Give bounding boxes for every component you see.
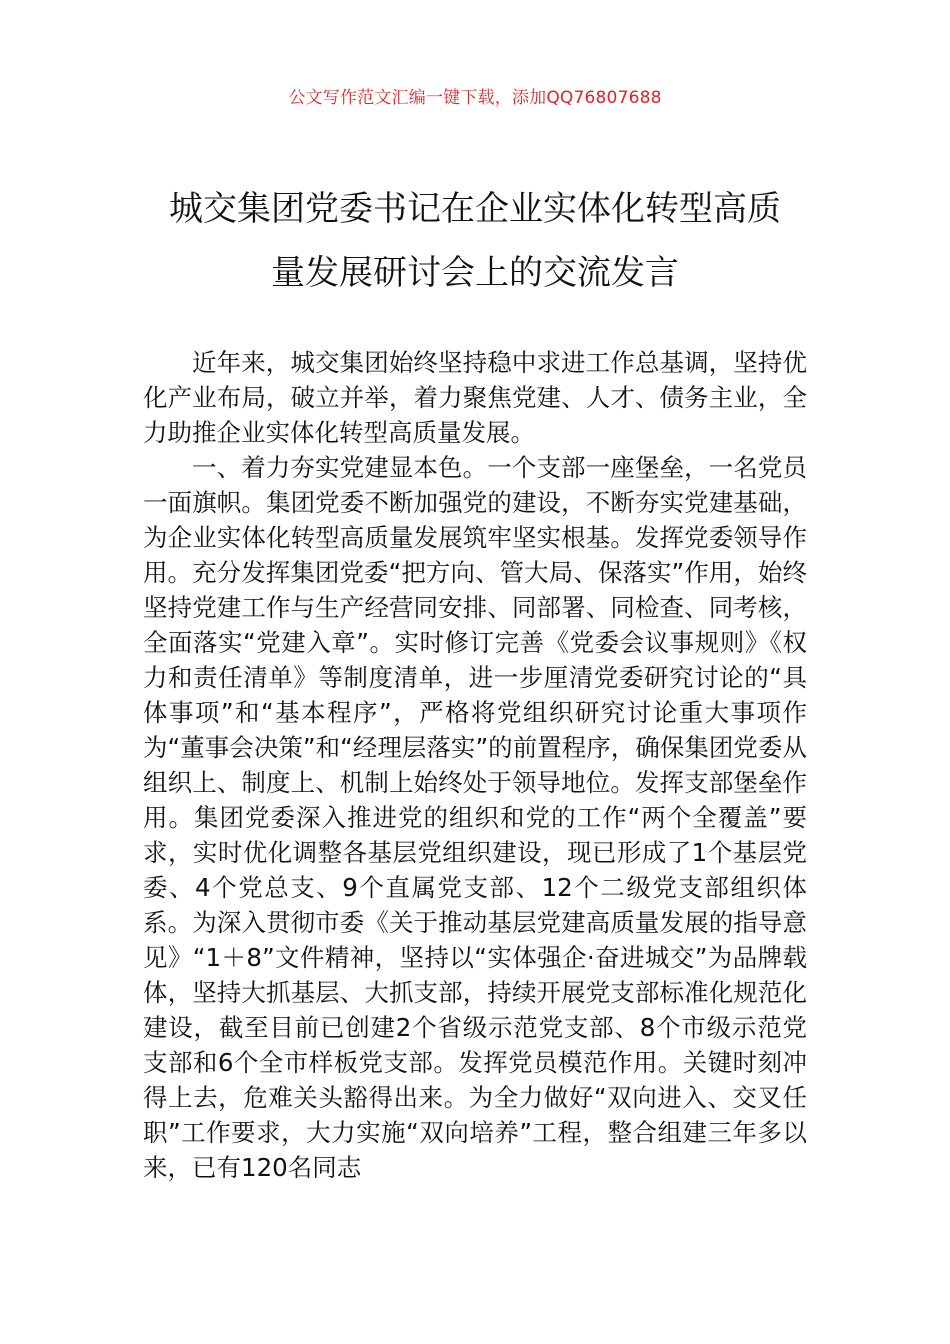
title-line-1: 城交集团党委书记在企业实体化转型高质 (169, 189, 781, 229)
paragraph-intro: 近年来，城交集团始终坚持稳中求进工作总基调，坚持优化产业布局，破立并举，着力聚焦党建、人才、债务主业，全力助推企业实体化转型高质量发展。 (143, 348, 807, 447)
paragraph-section-1: 一、着力夯实党建显本色。一个支部一座堡垒，一名党员一面旗帜。集团党委不断加强党的建设，不断夯实党建基础，为企业实体化转型高质量发展筑牢坚实根基。发挥党委领导作用。充分发挥集团党委“把方向、管大局、保落实”作用，始终坚持党建工作与生产经营同安排、同部署、同检查、同考核，全面落实“党建入章”。实时修订完善《党委会议事规则》《权力和责任清单》等制度清单，进一步厘清党委研究讨论的“具体事项”和“基本程序”，严格将党组织研究讨论重大事项作为“董事会决策”和“经理层落实”的前置程序，确保集团党委从组织上、制度上、机制上始终处于领导地位。发挥支部堡垒作用。集团党委深入推进党的组织和党的工作“两个全覆盖”要求，实时优化调整各基层党组织建设，现已形成了1个基层党委、4个党总支、9个直属党支部、12个二级党支部组织体系。为深入贯彻市委《关于推动基层党建高质量发展的指导意见》“1＋8”文件精神，坚持以“实体强企·奋进城交”为品牌载体，坚持大抓基层、大抓支部，持续开展党支部标准化规范化建设，截至目前已创建2个省级示范党支部、8个市级示范党支部和6个全市样板党支部。发挥党员模范作用。关键时刻冲得上去，危难关头豁得出来。为全力做好“双向进入、交叉任职”工作要求，大力实施“双向培养”工程，整合组建三年多以来，已有120名同志 (143, 453, 807, 1182)
header-note: 公文写作范文汇编一键下载，添加QQ76807688 (288, 88, 662, 108)
title-line-2: 量发展研讨会上的交流发言 (271, 253, 679, 293)
page-title (120, 177, 830, 305)
body-text (143, 345, 807, 1185)
